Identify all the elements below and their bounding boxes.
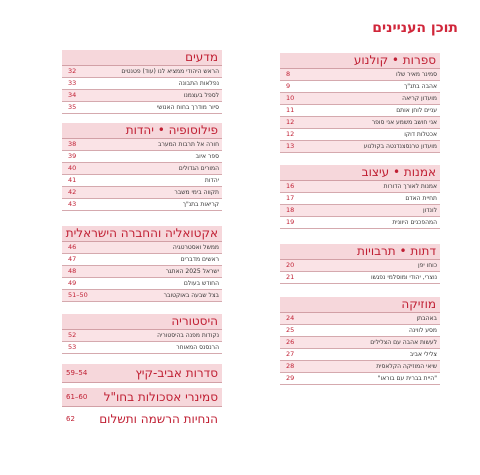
toc-row <box>62 78 222 90</box>
toc-entry-title: אכטלות דוקו <box>404 131 437 138</box>
toc-row <box>62 163 222 175</box>
toc-entry-page: 42 <box>68 188 77 196</box>
toc-row <box>62 278 222 290</box>
section-history <box>62 314 222 354</box>
section-literature <box>280 53 440 153</box>
toc-entry-title: כוחו יפן <box>418 262 437 269</box>
toc-entry-title: המורים הגדולים <box>178 165 219 172</box>
section-science <box>62 50 222 114</box>
toc-entry-title: עניים לוחן אותם <box>396 107 437 114</box>
toc-entry-page: 28 <box>286 362 295 370</box>
toc-entry-page: 20 <box>286 261 295 269</box>
toc-entry-page: 33 <box>68 79 77 87</box>
section-header <box>62 50 222 66</box>
toc-entry-page: 24 <box>286 314 295 322</box>
toc-row <box>62 66 222 78</box>
toc-entry-page: 13 <box>286 142 295 150</box>
section-religion <box>280 244 440 284</box>
toc-entry-page: 53 <box>68 343 77 351</box>
toc-row <box>280 181 440 193</box>
toc-row <box>62 199 222 211</box>
toc-row <box>62 342 222 354</box>
toc-entry-page: 8 <box>286 70 291 78</box>
section-rows <box>62 330 222 354</box>
toc-entry-page: 34 <box>68 91 77 99</box>
toc-entry-page: 40 <box>68 164 77 172</box>
toc-row <box>62 151 222 163</box>
toc-row <box>62 266 222 278</box>
toc-entry-title: לספל בעצמנו <box>183 92 219 99</box>
section-title: סמינרי אסכולות בחו"ל <box>103 390 218 404</box>
toc-entry-title: באהבתן <box>416 315 437 322</box>
section-rows <box>280 69 440 153</box>
toc-entry-page: 52 <box>68 331 77 339</box>
section-title: סדרות אביב-קיץ <box>135 366 218 380</box>
toc-entry-page: 32 <box>68 67 77 75</box>
section-page: 61–60 <box>66 393 88 401</box>
toc-row <box>280 349 440 361</box>
toc-row <box>280 117 440 129</box>
toc-row <box>62 330 222 342</box>
toc-row <box>280 361 440 373</box>
section-rows <box>62 66 222 114</box>
section-title: מוזיקה <box>401 297 436 311</box>
section-header <box>62 364 222 383</box>
toc-row <box>62 187 222 199</box>
toc-entry-title: אמנות לאורך הדורות <box>383 183 437 190</box>
toc-entry-title: סיור מודרך בחוח האנושי <box>156 104 219 111</box>
section-title: אמנות • עיצוב <box>361 165 436 179</box>
toc-row <box>280 81 440 93</box>
toc-entry-title: נוצרי, יהודי ומוסלמי נפגשו <box>370 274 437 281</box>
toc-row <box>280 93 440 105</box>
section-header <box>62 123 222 139</box>
toc-entry-page: 29 <box>286 374 295 382</box>
section-title: הנחיות הרשמה ותשלום <box>99 412 218 426</box>
section-page: 62 <box>66 415 75 423</box>
toc-entry-page: 17 <box>286 194 295 202</box>
section-header <box>280 244 440 260</box>
section-header <box>62 388 222 407</box>
toc-entry-page: 27 <box>286 350 295 358</box>
section-rows <box>280 313 440 385</box>
toc-entry-page: 41 <box>68 176 77 184</box>
toc-entry-title: נפלאות התבונה <box>178 80 219 87</box>
toc-entry-title: הראש היהודי ממציא לנו (עוד) פטנטים <box>121 68 219 75</box>
section-header <box>62 410 222 428</box>
section-rows <box>62 242 222 302</box>
toc-entry-title: חורה אל תרבות המערב <box>158 141 219 148</box>
toc-entry-title: קריאות בתנ"ך <box>182 201 219 208</box>
toc-entry-page: 35 <box>68 103 77 111</box>
toc-entry-title: לונדון <box>423 207 437 214</box>
toc-entry-title: יהדות <box>204 177 219 184</box>
toc-entry-title: תקווה בימי משבר <box>174 189 219 196</box>
toc-row <box>62 290 222 302</box>
toc-row <box>280 141 440 153</box>
section-title: ספרות • קולנוע <box>353 53 436 67</box>
toc-entry-page: 11 <box>286 106 295 114</box>
toc-entry-page: 39 <box>68 152 77 160</box>
toc-row <box>280 129 440 141</box>
toc-entry-page: 12 <box>286 130 295 138</box>
toc-entry-page: 26 <box>286 338 295 346</box>
toc-entry-title: סמינר מאיר שלו <box>395 71 437 78</box>
toc-entry-title: "היית בברית עם בוראו" <box>377 375 437 382</box>
toc-entry-page: 46 <box>68 243 77 251</box>
toc-entry-page: 21 <box>286 273 295 281</box>
toc-entry-page: 16 <box>286 182 295 190</box>
section-title: פילוסופיה • יהדות <box>125 123 218 137</box>
toc-row <box>280 373 440 385</box>
section-header <box>62 226 222 242</box>
section-title: היסטוריה <box>171 314 218 328</box>
page-title: תוכן העניינים <box>372 20 458 36</box>
toc-entry-page: 49 <box>68 279 77 287</box>
toc-row <box>280 217 440 229</box>
toc-entry-title: המהפכנים היוונית <box>392 219 437 226</box>
toc-row <box>62 254 222 266</box>
toc-entry-title: לעשות אהבה עם הצלילים <box>370 339 437 346</box>
toc-entry-title: החודש בעולם <box>183 280 219 287</box>
toc-row <box>280 337 440 349</box>
toc-entry-title: אהבה בתנ"ך <box>403 83 437 90</box>
toc-row <box>280 205 440 217</box>
toc-entry-title: ראשים מדברים <box>180 256 219 263</box>
toc-entry-title: מועדון קריאה <box>402 95 437 102</box>
section-title: אקטואליה והחברה הישראלית <box>65 226 218 240</box>
toc-entry-title: תחיית האדם <box>405 195 437 202</box>
section-seminars-abroad <box>62 388 222 407</box>
toc-entry-page: 25 <box>286 326 295 334</box>
toc-row <box>280 325 440 337</box>
section-current <box>62 226 222 302</box>
toc-entry-page: 48 <box>68 267 77 275</box>
section-header <box>62 314 222 330</box>
toc-row <box>280 105 440 117</box>
section-page: 59–54 <box>66 369 88 377</box>
toc-row <box>280 313 440 325</box>
toc-entry-page: 12 <box>286 118 295 126</box>
toc-entry-page: 18 <box>286 206 295 214</box>
section-title: מדעים <box>185 50 218 64</box>
toc-entry-page: 43 <box>68 200 77 208</box>
toc-entry-title: בצל שבעה באוקטובר <box>163 292 219 299</box>
toc-row <box>62 175 222 187</box>
toc-entry-page: 47 <box>68 255 77 263</box>
section-music <box>280 297 440 385</box>
toc-entry-page: 38 <box>68 140 77 148</box>
toc-entry-page: 51–50 <box>68 291 88 299</box>
toc-row <box>62 102 222 114</box>
toc-entry-title: מועדון טרנסצנדנטה בקולנוע <box>363 143 437 150</box>
section-spring-series <box>62 364 222 383</box>
section-rows <box>280 260 440 284</box>
section-registration <box>62 410 222 428</box>
toc-entry-title: ממשל ואסטרטגיה <box>172 244 219 251</box>
section-title: דתות • תרבויות <box>356 244 436 258</box>
section-header <box>280 53 440 69</box>
toc-entry-title: אני חושב משמע אני סופר <box>371 119 437 126</box>
toc-entry-title: שיאי המוזיקה הקלאסית <box>376 363 437 370</box>
toc-entry-page: 9 <box>286 82 291 90</box>
section-art <box>280 165 440 229</box>
toc-entry-title: מסע לווינה <box>409 327 437 334</box>
toc-entry-page: 10 <box>286 94 295 102</box>
section-header <box>280 165 440 181</box>
toc-row <box>280 69 440 81</box>
toc-entry-title: הרנסנס המאוחר <box>176 344 219 351</box>
toc-row <box>280 193 440 205</box>
toc-entry-title: ישראל 2025 האתגר <box>165 268 219 275</box>
toc-entry-page: 19 <box>286 218 295 226</box>
toc-row <box>280 260 440 272</box>
toc-row <box>62 139 222 151</box>
toc-entry-title: צלילי אביב <box>409 351 437 358</box>
section-philosophy <box>62 123 222 211</box>
toc-entry-title: נקודות מפנה בהיסטוריה <box>157 332 219 339</box>
toc-entry-title: ספר איוב <box>195 153 219 160</box>
toc-row <box>62 90 222 102</box>
toc-row <box>62 242 222 254</box>
section-rows <box>62 139 222 211</box>
toc-row <box>280 272 440 284</box>
section-rows <box>280 181 440 229</box>
section-header <box>280 297 440 313</box>
